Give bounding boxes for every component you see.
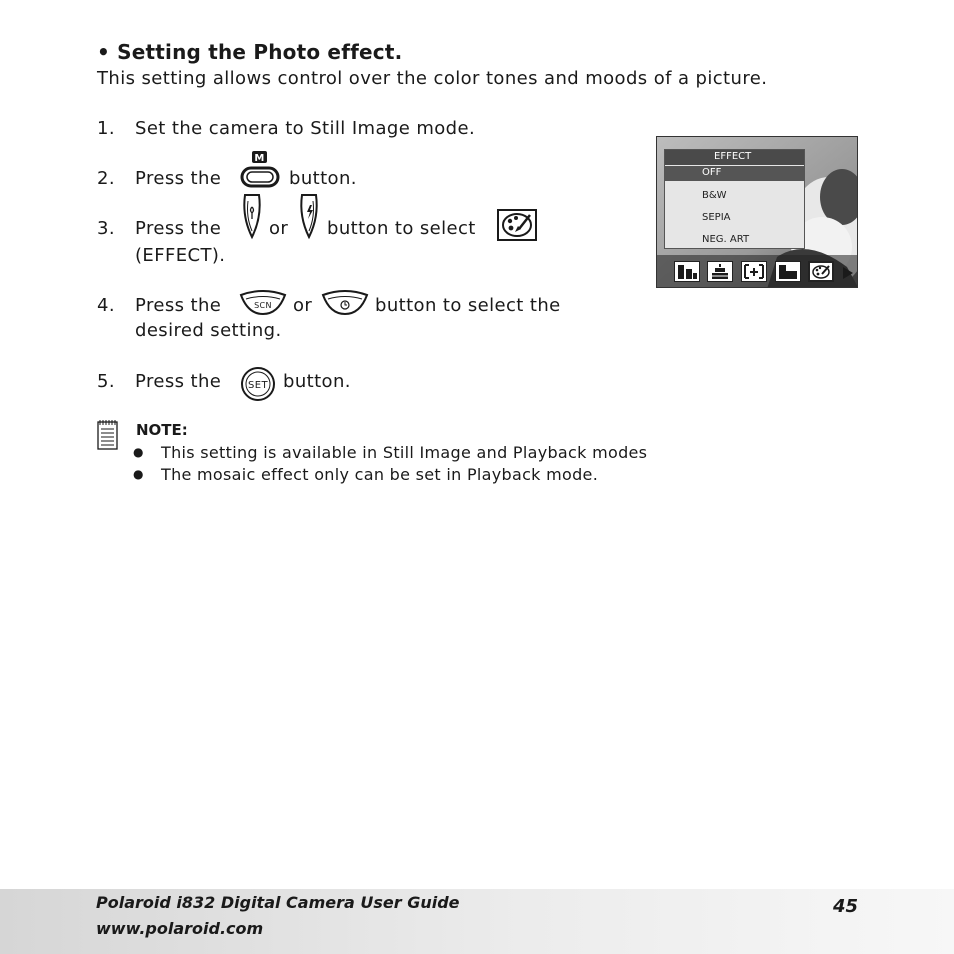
step-text: (EFFECT). — [135, 245, 226, 266]
page-number: 45 — [833, 896, 859, 917]
step-text: desired setting. — [135, 320, 282, 341]
note-heading: NOTE: — [136, 421, 188, 439]
step-number: 5. — [97, 371, 115, 392]
right-selftimer-button-icon — [320, 290, 370, 316]
footer-url[interactable]: www.polaroid.com — [96, 919, 264, 938]
step-text: or — [269, 218, 289, 239]
sharpness-icon — [775, 261, 801, 282]
note-item — [0, 443, 954, 465]
metering-icon — [741, 261, 767, 282]
scn-label: SCN — [254, 301, 272, 310]
step-text: or — [293, 295, 313, 316]
menu-button-icon — [240, 150, 282, 190]
down-macro-button-icon — [240, 193, 264, 241]
step-text: button to select — [327, 218, 476, 239]
effect-menu — [664, 149, 805, 249]
note-text: This setting is available in Still Image and Playback modes — [161, 443, 648, 462]
menu-header — [665, 150, 804, 165]
step-text: Press the — [135, 295, 222, 316]
left-scene-button-icon — [238, 290, 288, 316]
bullet: ● — [133, 467, 144, 481]
resolution-icon — [674, 261, 700, 282]
set-button-icon — [240, 366, 276, 402]
effect-tool-icon — [808, 261, 834, 282]
quality-icon — [707, 261, 733, 282]
step-text: Set the camera to Still Image mode. — [135, 118, 476, 139]
step-number: 2. — [97, 168, 115, 189]
section-intro: This setting allows control over the color tones and moods of a picture. — [97, 68, 768, 89]
note-item — [0, 465, 954, 487]
step-number: 4. — [97, 295, 115, 316]
step-text: button. — [283, 371, 351, 392]
step-5 — [0, 366, 954, 402]
step-text: Press the — [135, 218, 222, 239]
right-arrow-icon — [842, 266, 854, 280]
up-flash-button-icon — [297, 193, 321, 241]
footer-title: Polaroid i832 Digital Camera User Guide — [96, 893, 460, 912]
menu-item-label: OFF — [702, 167, 722, 178]
effect-palette-icon — [497, 209, 537, 241]
menu-item-sepia[interactable]: SEPIA — [702, 212, 731, 223]
step-text: button to select the — [375, 295, 561, 316]
step-text: Press the — [135, 168, 222, 189]
step-text: button. — [289, 168, 357, 189]
menu-button-label: M — [254, 153, 265, 164]
menu-item-bw[interactable]: B&W — [702, 190, 727, 201]
menu-item-neg-art[interactable]: NEG. ART — [702, 234, 750, 245]
step-4 — [0, 290, 954, 346]
step-number: 1. — [97, 118, 115, 139]
set-label: SET — [248, 380, 268, 391]
note-text: The mosaic effect only can be set in Playback mode. — [161, 465, 599, 484]
step-text: Press the — [135, 371, 222, 392]
section-title: • Setting the Photo effect. — [97, 40, 403, 64]
step-number: 3. — [97, 218, 115, 239]
bullet: ● — [133, 445, 144, 459]
menu-title: EFFECT — [714, 151, 752, 162]
menu-item-selected[interactable] — [665, 166, 804, 181]
